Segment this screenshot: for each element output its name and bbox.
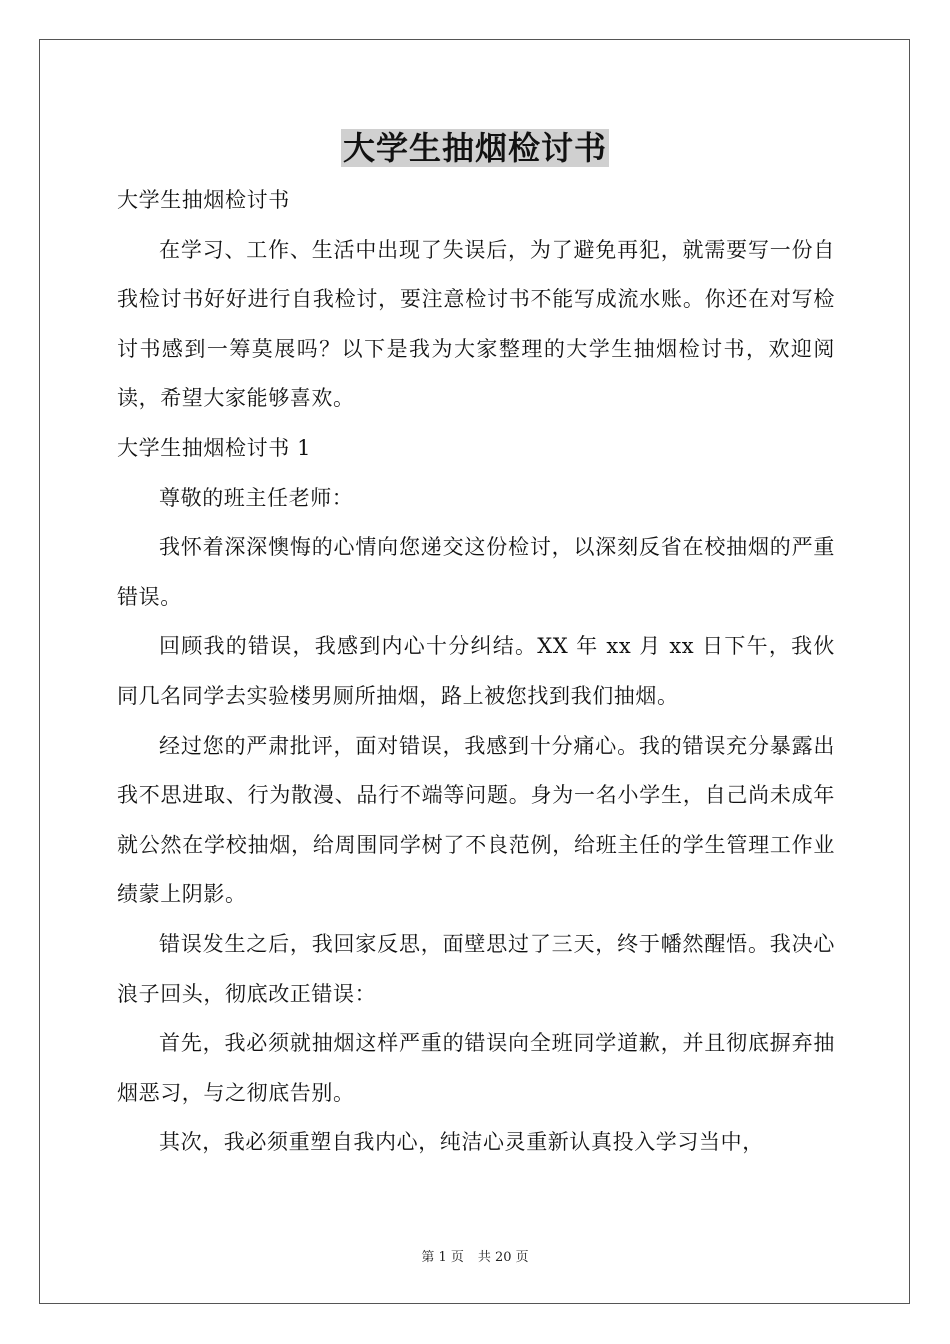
paragraph-salutation: 尊敬的班主任老师： (159, 485, 354, 510)
paragraph-section-heading: 大学生抽烟检讨书 1 (117, 435, 312, 460)
paragraph-intro: 在学习、工作、生活中出现了失误后，为了避免再犯，就需要写一份自我检讨书好好进行自我检讨，要注意检讨书不能写成流水账。你还在对写检讨书感到一筹莫展吗？以下是我为大家整理的大学生抽烟检讨书，欢迎阅读，希望大家能够喜欢。 (117, 237, 835, 411)
document-title-text: 大学生抽烟检讨书 (342, 129, 607, 167)
page-total: 共 20 页 (477, 1250, 529, 1265)
document-title (0, 126, 950, 170)
paragraph-body: 错误发生之后，我回家反思，面壁思过了三天，终于幡然醒悟。我决心浪子回头，彻底改正错误： (117, 931, 835, 1006)
paragraph-subtitle: 大学生抽烟检讨书 (117, 188, 290, 212)
paragraph-body: 其次，我必须重塑自我内心，纯洁心灵重新认真投入学习当中， (159, 1130, 764, 1155)
document-body (117, 176, 835, 1168)
paragraph-body: 首先，我必须就抽烟这样严重的错误向全班同学道歉，并且彻底摒弃抽烟恶习，与之彻底告别。 (117, 1031, 835, 1105)
paragraph-body: 回顾我的错误，我感到内心十分纠结。XX 年 xx 月 xx 日下午，我伙同几名同学去实验楼男厕所抽烟，路上被您找到我们抽烟。 (117, 634, 835, 708)
paragraph-body: 经过您的严肃批评，面对错误，我感到十分痛心。我的错误充分暴露出我不思进取、行为散漫、品行不端等问题。身为一名小学生，自己尚未成年就公然在学校抽烟，给周围同学树了不良范例，给班主任的学生管理工作业绩蒙上阴影。 (117, 733, 835, 907)
page-number: 第 1 页 (421, 1250, 464, 1265)
page-footer (0, 1248, 950, 1268)
paragraph-body: 我怀着深深懊悔的心情向您递交这份检讨，以深刻反省在校抽烟的严重错误。 (117, 535, 835, 609)
